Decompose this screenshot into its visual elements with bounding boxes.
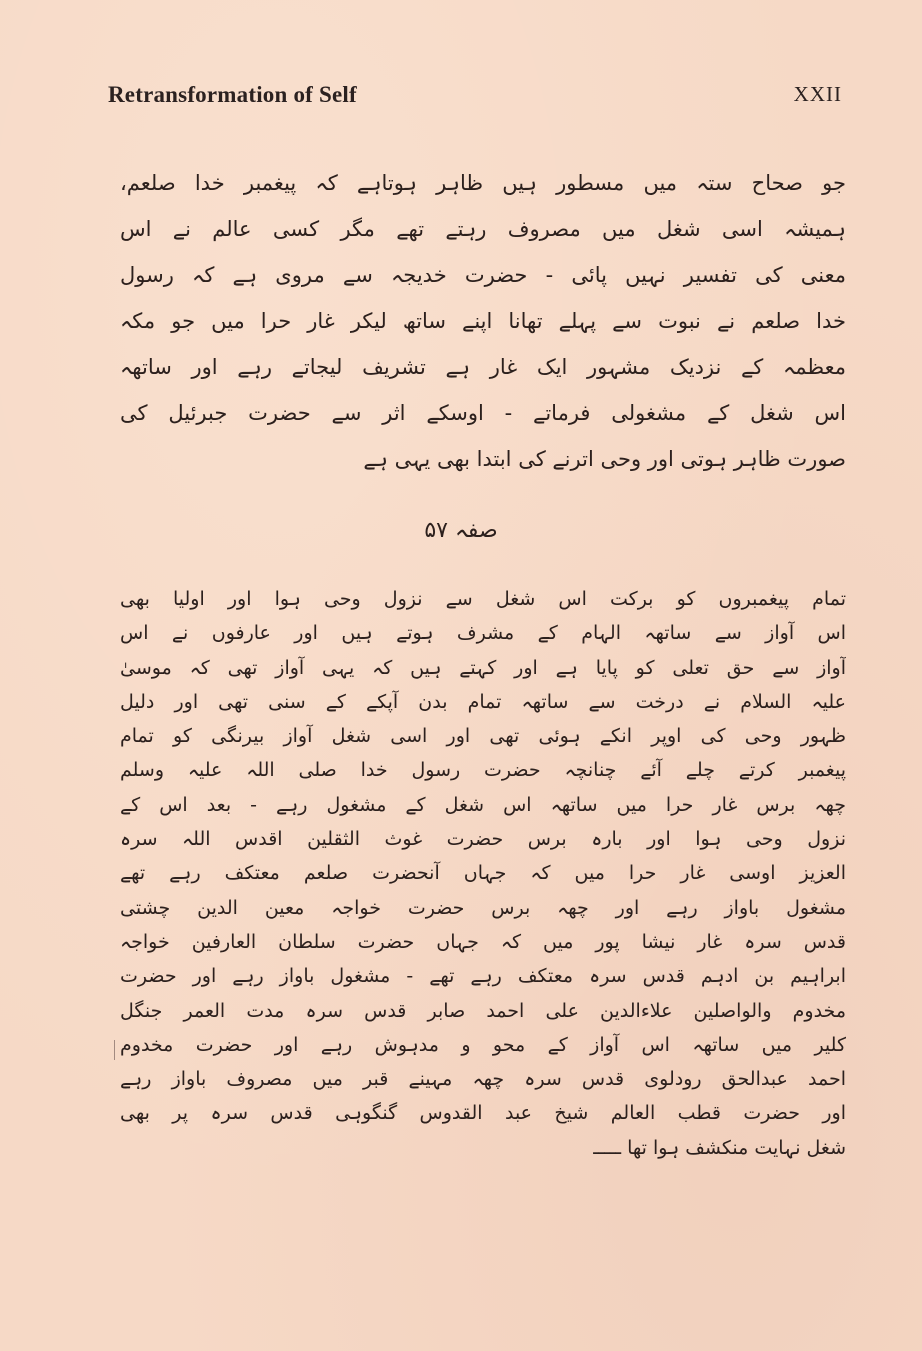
running-title: Retransformation of Self: [108, 82, 357, 107]
text-line: قدس سرہ غار نیشا پور میں کہ جہاں حضرت سلطان العارفین خواجہ: [120, 930, 846, 953]
text-line: چھہ برس غار حرا میں ساتھہ اس شغل کے مشغول رہے - بعد اس کے: [120, 793, 846, 816]
text-line: خدا صلعم نے نبوت سے پہلے تھانا اپنے ساتھ لیکر غار حرا میں جو مکہ: [120, 309, 846, 333]
page-header: [108, 82, 842, 116]
text-line: مشغول باواز رہے اور چھہ برس حضرت خواجہ معین الدین چشتی: [120, 896, 846, 919]
text-line: اس آواز سے ساتھہ الہام کے مشرف ہوتے ہیں اور عارفوں نے اس: [120, 622, 846, 645]
section-heading: صفہ ۵۷: [424, 518, 498, 543]
text-line: تمام پیغمبروں کو برکت اس شغل سے نزول وحی ہوا اور اولیا بھی: [120, 588, 846, 610]
text-line: شغل نہایت منکشف ہوا تھا ـــــ: [593, 1136, 846, 1159]
paragraph-2: [120, 582, 846, 1165]
text-line: مخدوم والواصلین علاءالدین علی احمد صابر قدس سرہ مدت العمر جنگل: [120, 999, 846, 1022]
text-line: اور حضرت قطب العالم شیخ عبد القدوس گنگوہی قدس سرہ پر بھی: [120, 1102, 846, 1125]
text-line: علیہ السلام نے درخت سے ساتھہ تمام بدن آپکے کے سنی تھی اور دلیل: [120, 690, 846, 713]
text-line: ابراہیم بن ادہم قدس سرہ معتکف رہے تھے - مشغول باواز رہے اور حضرت: [120, 965, 846, 988]
text-line: جو صحاح ستہ میں مسطور ہیں ظاہر ہوتاہے کہ پیغمبر خدا صلعم،: [120, 171, 846, 195]
text-line: معظمہ کے نزدیک مشہور ایک غار ہے تشریف لیجاتے رہے اور ساتھہ: [120, 355, 846, 379]
text-line: معنی کی تفسیر نہیں پائی - حضرت خدیجہ سے مروی ہے کہ رسول: [120, 263, 846, 287]
text-line: ہمیشہ اسی شغل میں مصروف رہتے تھے مگر کسی عالم نے اس: [120, 217, 846, 241]
paragraph-1: [120, 160, 846, 482]
text-line: العزیز اوسی غار حرا میں کہ جہاں آنحضرت صلعم معتکف رہے تھے: [120, 862, 846, 885]
margin-mark: [114, 1040, 115, 1060]
text-line: اس شغل کے مشغولی فرماتے - اوسکے اثر سے حضرت جبرئیل کی: [120, 401, 846, 425]
text-line: ظہور وحی کی اوپر انکے ہوئی تھی اور اسی شغل آواز بیرنگی کو تمام: [120, 725, 846, 748]
text-line: صورت ظاہر ہوتی اور وحی اترنے کی ابتدا بھی یہی ہے: [363, 447, 846, 471]
text-line: کلیر میں ساتھہ اس آواز کے محو و مدہوش رہے اور حضرت مخدوم: [120, 1033, 846, 1056]
text-line: آواز سے حق تعلی کو پایا ہے اور کہتے ہیں کہ یہی آواز تھی کہ موسیٰ: [120, 656, 846, 679]
page-number: XXII: [793, 82, 842, 106]
text-line: احمد عبدالحق رودلوی قدس سرہ چھہ مہینے قبر میں مصروف باواز رہے: [120, 1068, 846, 1091]
text-line: پیغمبر کرتے چلے آئے چنانچہ حضرت رسول خدا صلی اللہ علیہ وسلم: [120, 759, 846, 782]
text-line: نزول وحی ہوا اور بارہ برس حضرت غوث الثقلین اقدس اللہ سرہ: [120, 828, 846, 851]
